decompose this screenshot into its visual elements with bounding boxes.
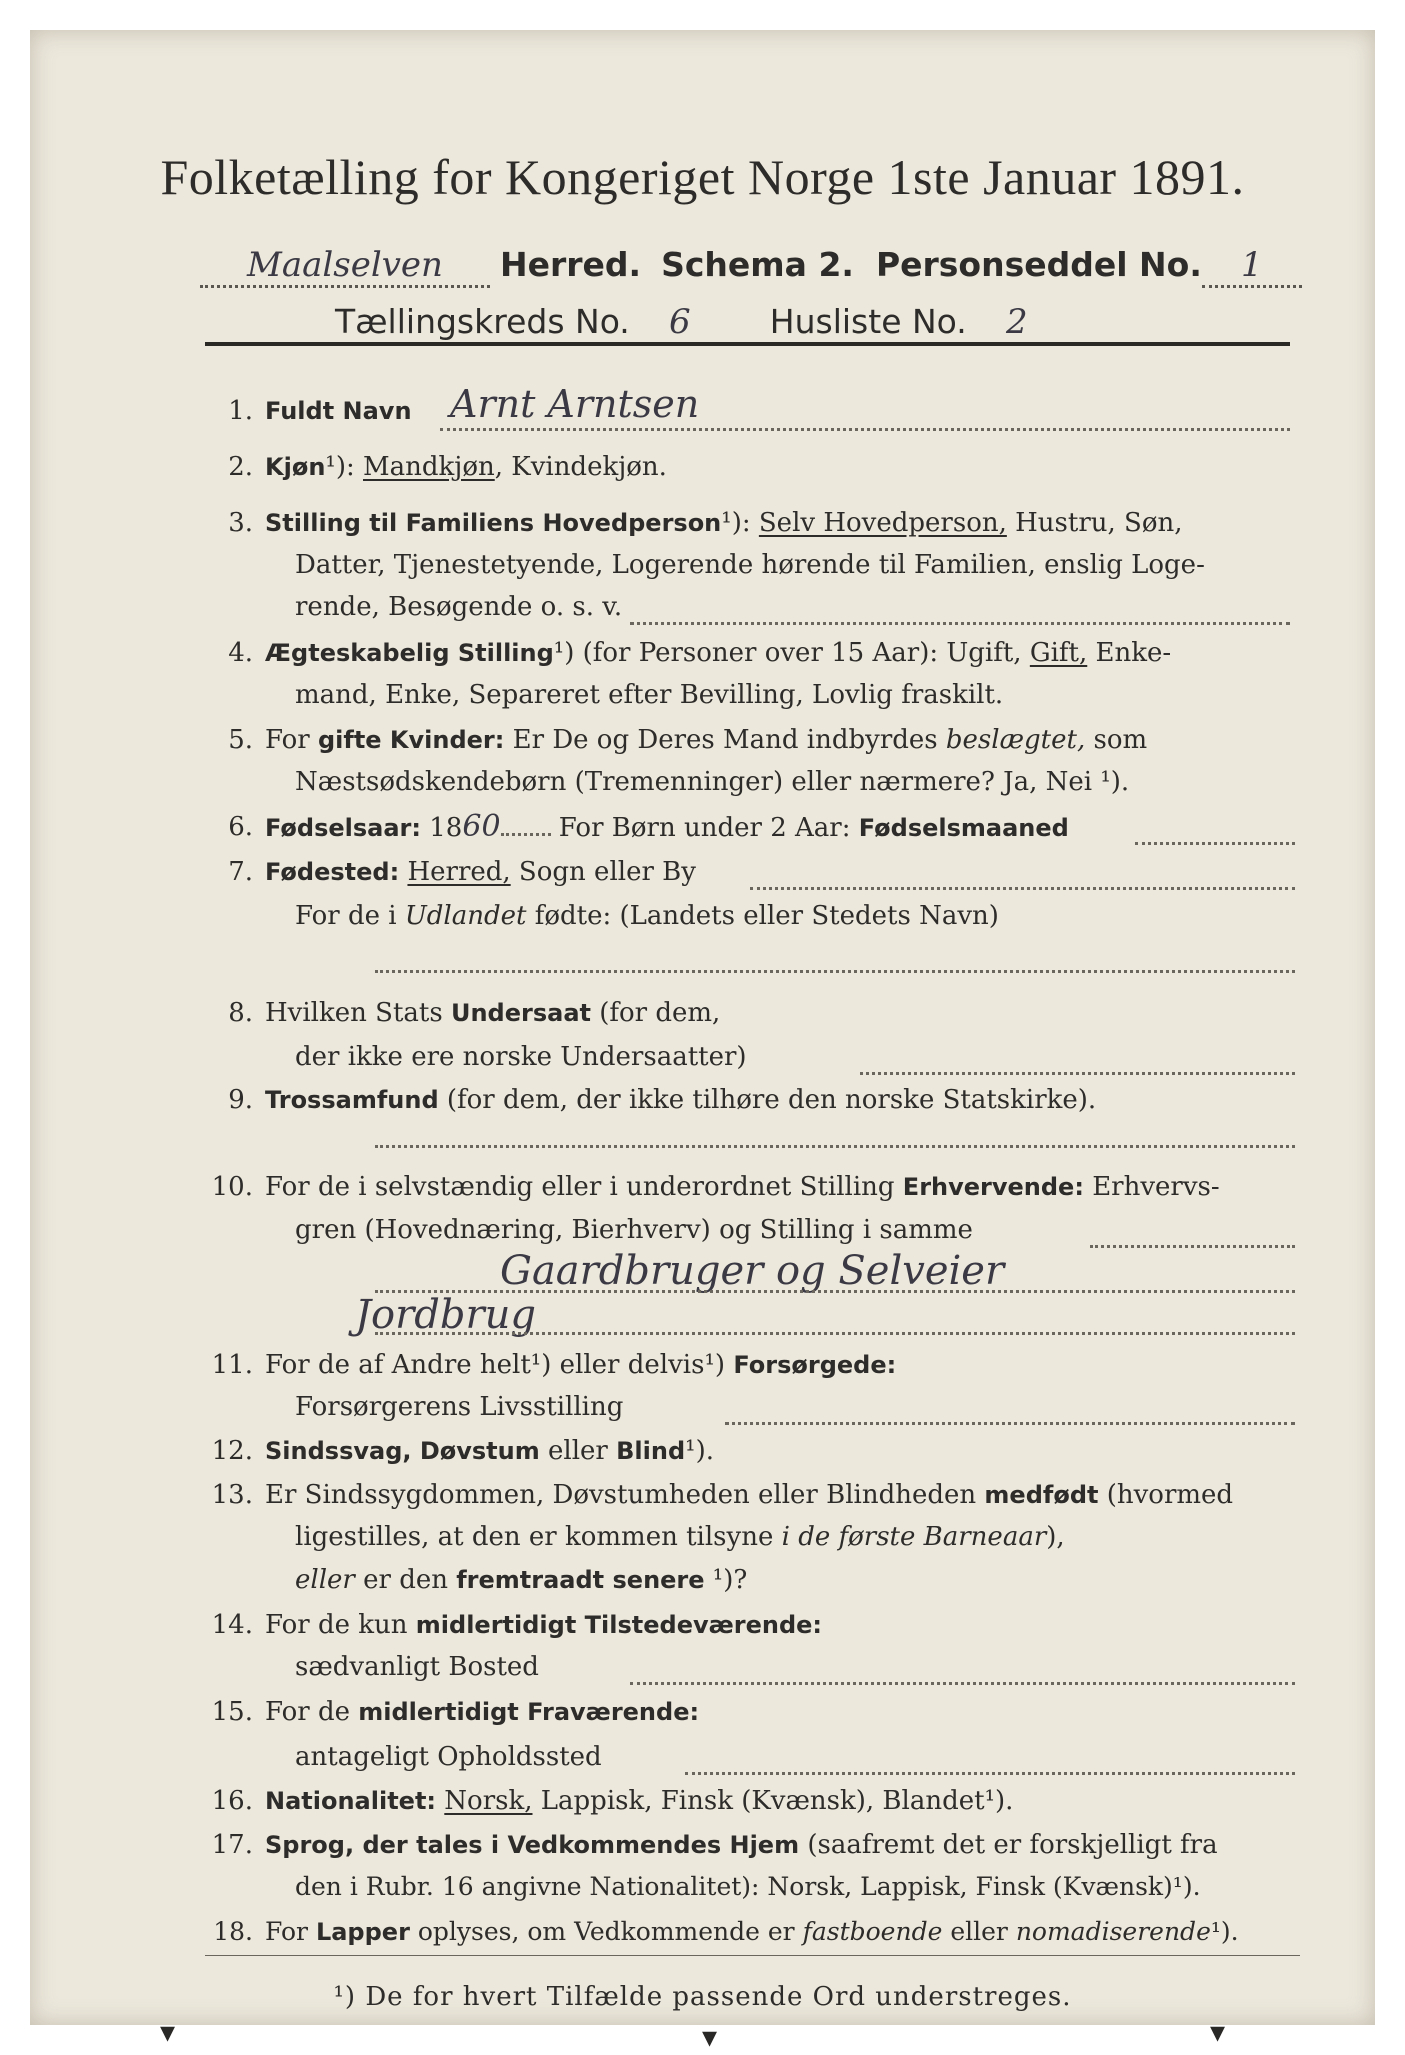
husliste-value: 2 (1005, 302, 1028, 342)
underlined-option: Selv Hovedperson, (758, 508, 1007, 538)
underlined-option: Mandkjøn (363, 452, 495, 482)
fill-line-15 (685, 1772, 1295, 1775)
fill-line-10c (375, 1332, 1295, 1335)
census-form-page: Folketælling for Kongeriget Norge 1ste Januar 1891. Maalselven Herred. Schema 2. Personseddel No. 1 Tællingskreds No. 6 Husliste No. 2 1. Fuldt Navn Arnt Arntsen 2. Kjøn¹): Mandkjøn, Kvindekjøn. 3. Stilling til Familiens Hovedperson¹): Selv Hovedperson, Hustru, Søn, Datter, Tjenestetyende, Logerende hørende til Familien, enslig Loge- rende, Besøgende o. s. v. 4. Ægteskabelig Stilling¹) (for Personer over 15 Aar): Ugift, Gift, Enke- mand, Enke, Separeret efter Bevilling, Lovlig fraskilt. 5. For gifte Kvinder: Er De og Deres Mand indbyrdes beslægtet, som Næstsødskendebørn (Tremenninger) eller nærmere? Ja, Nei ¹). 6. Fødselsaar: 1860 For Børn under 2 Aar: Fødselsmaaned 7. Fødested: Herred, Sogn eller By For de i Udlandet fødte: (Landets eller Stedets Navn) 8. Hvilken Stats Undersaat (for dem, der ikke ere norske Undersaatter) 9. Trossamfund (for dem, der ikke tilhøre den norske Statskirke). 10. For de i selvstændig eller i underordnet Stilling Erhvervende: Erhvervs- gren (Hovednæring, Bierhverv) og Stilling i samme Gaardbruger og Selveier Jordbrug 11. For de af Andre helt¹) eller delvis¹) Forsørgede: Forsørgerens Livsstilling 12. Sindssvag, Døvstum eller Blind¹). 13. Er Sindssygdommen, Døvstumheden eller Blindheden medfødt (hvormed ligestilles, at den er kommen tilsyne i de første Barneaar), eller er den fremtraadt senere ¹)? 14. For de kun midlertidigt Tilstedeværende: sædvanligt Bosted 15. For de midlertidigt Fraværende: antageligt Opholdssted 16. Nationalitet: Norsk, Lappisk, Finsk (Kvænsk), Blandet¹). 17. Sprog, der tales i Vedkommendes Hjem (saafremt det er forskjelligt fra den i Rubr. 16 angivne Nationalitet): Norsk, Lappisk, Finsk (Kvænsk)¹). 18. For Lapper oplyses, om Vedkommende er fastboende eller nomadiserende¹). ¹) De for hvert Tilfælde passende Ord understreges. ▾ ▾ ▾ (30, 30, 1375, 2025)
fill-line-11 (725, 1422, 1295, 1425)
form-title: Folketælling for Kongeriget Norge 1ste Januar 1891. (160, 149, 1245, 205)
fill-line-1 (440, 428, 1290, 431)
header-line-herred (200, 245, 1302, 288)
personseddel-value: 1 (1241, 245, 1263, 285)
fill-line-8 (860, 1072, 1295, 1075)
header-line-kreds (335, 302, 1067, 345)
footer-divider (205, 1955, 1300, 1956)
fill-line-7b (375, 970, 1295, 973)
fill-line-7 (750, 887, 1295, 890)
footnote: ¹) De for hvert Tilfælde passende Ord understreges. (333, 1982, 1072, 2012)
center-mark-icon: ▾ (702, 2020, 718, 2055)
schema-label: Schema 2. (661, 245, 854, 284)
header-divider (205, 342, 1290, 346)
underlined-option: Herred, (407, 857, 511, 887)
underlined-option: Norsk, (444, 1786, 533, 1816)
kreds-value: 6 (668, 302, 691, 342)
corner-mark-icon: ▾ (1210, 2015, 1226, 2050)
herred-label: Herred. (500, 245, 642, 284)
fill-line-14 (630, 1682, 1295, 1685)
kreds-label: Tællingskreds No. (335, 302, 630, 341)
husliste-label: Husliste No. (769, 302, 967, 341)
fill-line-3 (630, 622, 1290, 625)
name-value: Arnt Arntsen (450, 382, 700, 426)
occupation-value-1: Gaardbruger og Selveier (500, 1248, 1005, 1294)
fill-line-6 (1135, 842, 1295, 845)
occupation-value-2: Jordbrug (355, 1292, 536, 1338)
birth-year-value: 60 (462, 809, 501, 844)
underlined-option: Gift, (1029, 638, 1088, 668)
herred-value: Maalselven (247, 245, 443, 285)
fill-line-9 (375, 1145, 1295, 1148)
fill-line-10 (1090, 1245, 1295, 1248)
corner-mark-icon: ▾ (160, 2015, 176, 2050)
personseddel-label: Personseddel No. (875, 245, 1202, 284)
